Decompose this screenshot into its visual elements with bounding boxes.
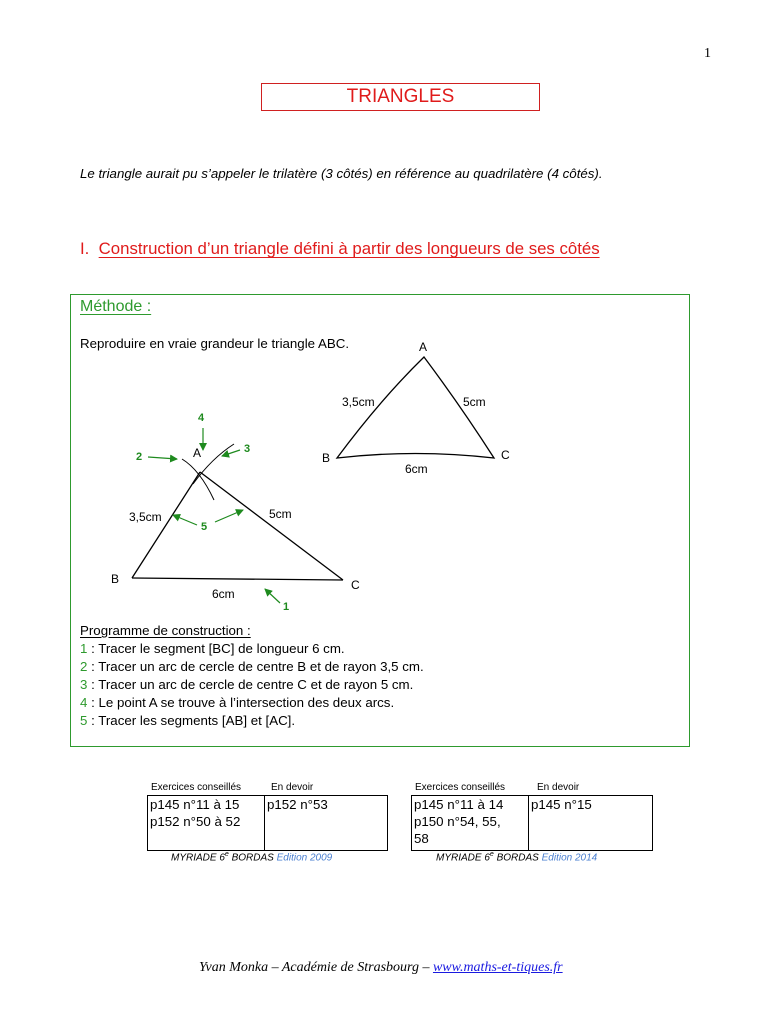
fig-label-ac: 5cm [269,507,292,521]
page-footer [199,960,563,976]
model-label-ac: 5cm [463,395,486,409]
model-label-b: B [322,451,331,465]
model-label-ab: 3,5cm [342,395,375,409]
model-label-a: A [419,340,428,354]
exercises-cell-conseilles: p145 n°11 à 14 p150 n°54, 55, 58 [412,796,529,851]
exercises-header-conseilles: Exercices conseillés [415,782,506,793]
step-label-4: 4 [198,412,205,424]
exercises-cell-devoir: p152 n°53 [265,796,388,851]
page-number: 1 [704,46,711,61]
exercises-cell-conseilles: p145 n°11 à 15 p152 n°50 à 52 [148,796,265,851]
construction-triangle [111,444,360,601]
exercises-header-devoir: En devoir [271,782,314,793]
fig-label-a: A [193,446,202,460]
method-instruction: Reproduire en vraie grandeur le triangle ABC. [80,336,350,351]
program-step: 4 : Le point A se trouve à l’intersection des deux arcs. [80,695,395,710]
program-heading: Programme de construction : [80,623,251,638]
step-label-2: 2 [136,451,143,463]
fig-label-ab: 3,5cm [129,510,162,524]
section-title: Construction d’un triangle défini à partir des longueurs de ses côtés [98,239,600,258]
exercises-table-2014 [411,795,653,851]
program-step: 1 : Tracer le segment [BC] de longueur 6 cm. [80,641,345,656]
fig-label-c: C [351,578,360,592]
model-label-c: C [501,448,510,462]
fig-label-b: B [111,572,120,586]
model-label-bc: 6cm [405,462,428,476]
step-label-3: 3 [244,443,251,455]
exercises-cell-devoir: p145 n°15 [529,796,653,851]
intro-text: Le triangle aurait pu s’appeler le trilatère (3 côtés) en référence au quadrilatère (4 côtés). [80,166,603,181]
book-reference-2009: MYRIADE 6e BORDAS Edition 2009 [171,851,333,864]
footer-author: Yvan Monka – Académie de Strasbourg – [199,960,433,975]
footer-website-link[interactable]: www.maths-et-tiques.fr [432,960,563,975]
exercises-table-2009 [147,795,388,851]
section-number: I. [80,239,90,258]
book-reference-2014: MYRIADE 6e BORDAS Edition 2014 [436,851,598,864]
program-step: 2 : Tracer un arc de cercle de centre B et de rayon 3,5 cm. [80,659,424,674]
program-step: 3 : Tracer un arc de cercle de centre C et de rayon 5 cm. [80,677,414,692]
construction-program [80,622,424,730]
exercises-header-devoir: En devoir [537,782,580,793]
program-step: 5 : Tracer les segments [AB] et [AC]. [80,713,296,728]
page-title: TRIANGLES [261,83,540,111]
fig-label-bc: 6cm [212,587,235,601]
method-label: Méthode : [80,298,152,315]
model-triangle [322,340,510,476]
step-label-1: 1 [283,601,290,613]
step-label-5: 5 [201,521,208,533]
exercises-header-conseilles: Exercices conseillés [151,782,242,793]
